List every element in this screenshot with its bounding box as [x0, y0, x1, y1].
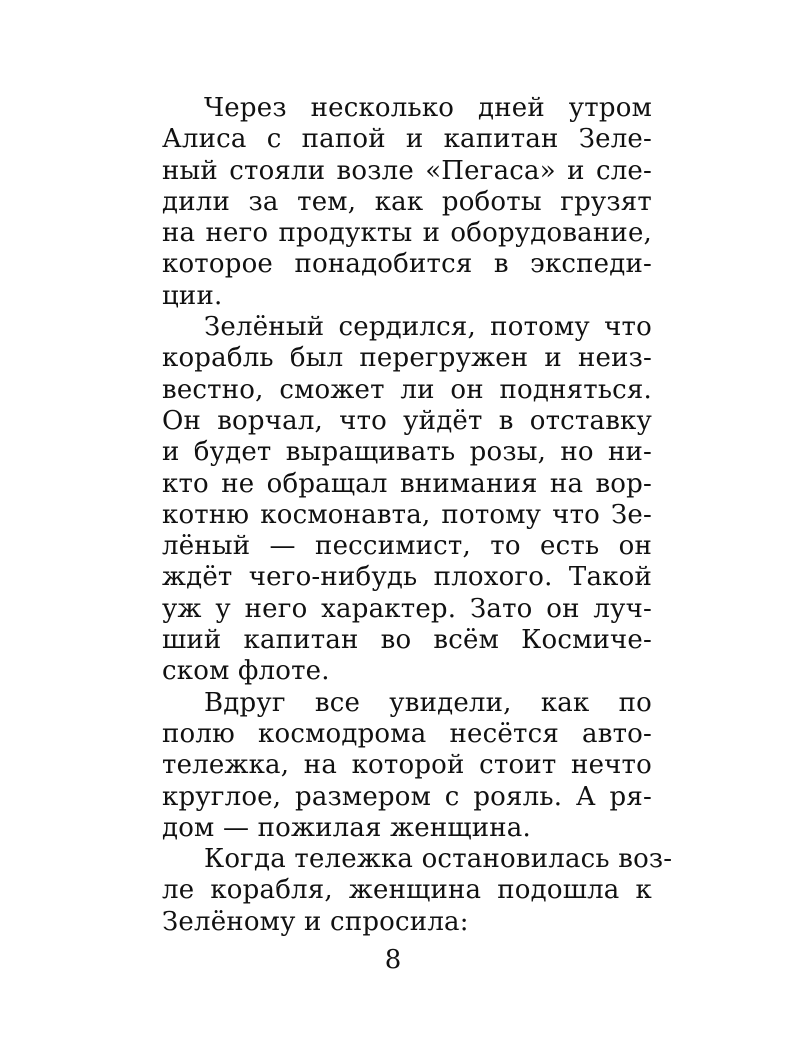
text-line: уж у него характер. Зато он луч- — [162, 593, 652, 624]
text-line: и будет выращивать розы, но ни- — [162, 437, 652, 468]
text-line: тележка, на которой стоит нечто — [162, 750, 652, 781]
text-line: ции. — [162, 280, 223, 311]
text-line: кто не обращал внимания на вор- — [162, 468, 652, 499]
text-line: полю космодрома несётся авто- — [162, 718, 652, 749]
text-line: лёный — пессимист, то есть он — [162, 531, 652, 562]
text-line: вестно, сможет ли он подняться. — [162, 374, 652, 405]
text-line: круглое, размером с рояль. А ря- — [162, 781, 652, 812]
text-line: Через несколько дней утром — [204, 93, 652, 123]
text-line: Алиса с папой и капитан Зеле- — [162, 124, 652, 155]
paragraph-2 — [162, 312, 652, 688]
paragraph-4 — [162, 844, 673, 938]
text-line: Вдруг все увидели, как по — [204, 687, 652, 718]
page-number: 8 — [384, 945, 402, 975]
text-line: на него продукты и оборудование, — [162, 218, 652, 249]
text-line: Зелёный сердился, потому что — [204, 312, 652, 343]
paragraph-3 — [162, 688, 652, 844]
text-line: ле корабля, женщина подошла к — [162, 875, 652, 906]
paragraph-1 — [162, 93, 652, 312]
text-line: ный стояли возле «Пегаса» и сле- — [162, 155, 652, 186]
body-text — [162, 93, 673, 938]
text-line: Он ворчал, что уйдёт в отставку — [162, 405, 652, 436]
text-line: ском флоте. — [162, 656, 330, 687]
text-line: корабль был перегружен и неиз- — [162, 343, 652, 374]
text-line: ший капитан во всём Космиче- — [162, 625, 652, 656]
text-line: дом — пожилая женщина. — [162, 812, 531, 843]
text-line: Зелёному и спросила: — [162, 906, 469, 937]
text-line: которое понадобится в экспеди- — [162, 249, 652, 280]
text-line: дили за тем, как роботы грузят — [162, 186, 652, 217]
text-line: котню космонавта, потому что Зе- — [162, 499, 652, 530]
text-line: ждёт чего-нибудь плохого. Такой — [162, 562, 652, 593]
text-line: Когда тележка остановилась воз- — [204, 844, 673, 875]
